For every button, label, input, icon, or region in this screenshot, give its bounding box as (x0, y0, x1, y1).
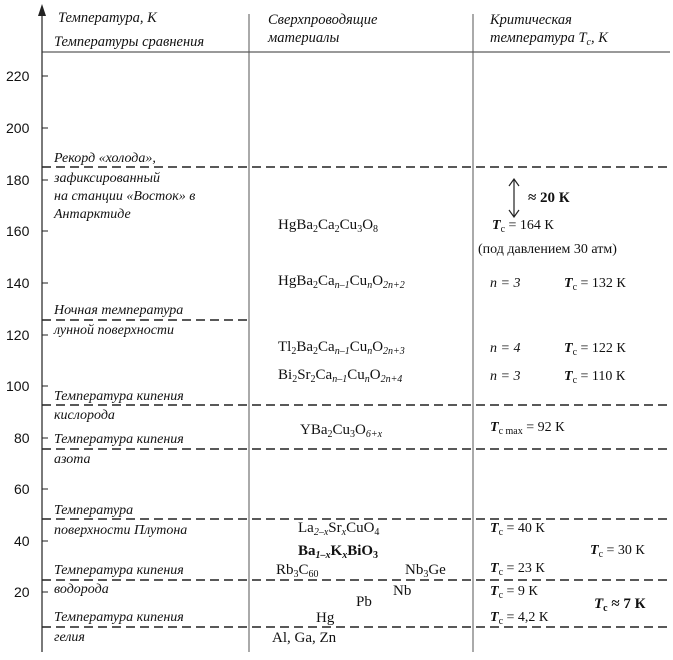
hydrogen-label-2: водорода (54, 582, 109, 597)
hg-family-n: n = 3 (490, 276, 521, 291)
tc-hg-family: $T_c = 132$ К (564, 276, 626, 293)
tick-label-60: 60 (14, 481, 30, 497)
critical-header-line2: температура $T_c$, К (490, 30, 608, 48)
material-bi-family: $Bi_2Sr_2Ca_{n-1}Cu_nO_{2n+4}$ (278, 367, 403, 385)
material-al-ga-zn: Al, Ga, Zn (272, 630, 337, 646)
material-hg-family: $HgBa_2Ca_{n-1}Cu_nO_{2n+2}$ (278, 273, 405, 291)
comparison-header: Температуры сравнения (54, 34, 205, 50)
pressure-note: (под давлением 30 атм) (478, 242, 617, 257)
material-tl-family: $Tl_2Ba_2Ca_{n-1}Cu_nO_{2n+3}$ (278, 339, 405, 357)
tick-label-200: 200 (6, 120, 30, 136)
tl-family-n: n = 4 (490, 341, 521, 356)
material-rb3c60: $Rb_3C_{60}$ (276, 562, 319, 580)
delta-20k-note: ≈ 20 К (528, 190, 570, 206)
tc-hg: $T_c = 4,2$ К (490, 610, 549, 627)
tick-label-80: 80 (14, 430, 30, 446)
tick-label-20: 20 (14, 584, 30, 600)
material-hg: Hg (316, 610, 335, 626)
vostok-label-4: Антарктиде (54, 207, 131, 222)
material-bkbo: $Ba_{1-x}K_xBiO_3$ (298, 543, 379, 561)
tc-bkbo: $T_c = 30$ К (590, 543, 645, 560)
moon-label-2: лунной поверхности (54, 323, 175, 338)
tc-nb: $T_c = 9$ К (490, 584, 538, 601)
material-hg1223: $HgBa_2Ca_2Cu_3O_8$ (278, 217, 379, 235)
materials-header-line2: материалы (268, 30, 340, 46)
vostok-label-1: Рекорд «холода», (54, 151, 156, 166)
tick-label-40: 40 (14, 533, 30, 549)
tc-rb3c60: $T_c = 23$ К (490, 561, 545, 578)
tick-label-140: 140 (6, 275, 30, 291)
nitrogen-label-2: азота (54, 452, 91, 467)
pluto-label-1: Температура (54, 503, 134, 518)
tick-label-120: 120 (6, 327, 30, 343)
critical-header-line1: Критическая (490, 12, 572, 28)
nitrogen-label-1: Температура кипения (54, 432, 184, 447)
temperature-header: Температура, К (58, 10, 157, 26)
tc-hg1223: $T_c = 164$ К (492, 218, 554, 235)
moon-label-1: Ночная температура (54, 303, 184, 318)
vostok-label-2: зафиксированный (54, 171, 160, 186)
tc-tl-family: $T_c = 122$ К (564, 341, 626, 358)
material-nb: Nb (393, 583, 412, 599)
helium-label-1: Температура кипения (54, 610, 184, 625)
oxygen-label-2: кислорода (54, 408, 115, 423)
material-nb3ge: $Nb_3Ge$ (405, 562, 446, 580)
vostok-label-3: на станции «Восток» в (54, 189, 196, 204)
pluto-label-2: поверхности Плутона (54, 523, 188, 538)
tick-label-160: 160 (6, 223, 30, 239)
material-lsco: $La_{2-x}Sr_xCuO_4$ (298, 520, 380, 538)
hydrogen-label-1: Температура кипения (54, 563, 184, 578)
materials-header-line1: Сверхпроводящие (268, 12, 378, 28)
material-ybco: $YBa_2Cu_3O_{6+x}$ (300, 422, 383, 440)
helium-label-2: гелия (54, 630, 85, 645)
bi-family-n: n = 3 (490, 369, 521, 384)
delta-arrow (509, 179, 519, 217)
axis-ticks (42, 76, 48, 592)
tick-label-100: 100 (6, 378, 30, 394)
tc-lsco: $T_c = 40$ К (490, 521, 545, 538)
tc-pb-note: $T_c \approx 7$ К (594, 596, 646, 614)
oxygen-label-1: Температура кипения (54, 389, 184, 404)
axis-arrow (38, 4, 46, 16)
tc-ybco: $T_{c max} = 92$ К (490, 420, 565, 437)
material-pb: Pb (356, 594, 372, 610)
tc-bi-family: $T_c = 110$ К (564, 369, 626, 386)
tick-label-220: 220 (6, 68, 30, 84)
tick-label-180: 180 (6, 172, 30, 188)
